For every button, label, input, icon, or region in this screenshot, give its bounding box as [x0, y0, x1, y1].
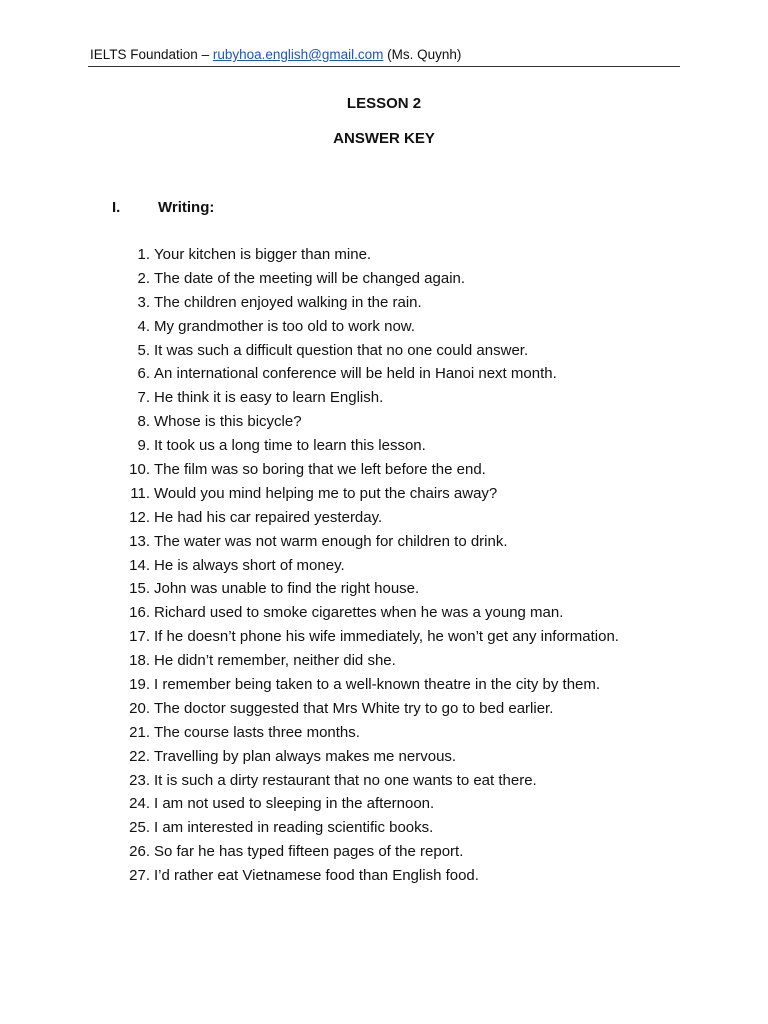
answer-text: Whose is this bicycle?	[154, 413, 302, 431]
answer-number: 21.	[129, 723, 150, 741]
answer-text: I am not used to sleeping in the afternoon.	[154, 795, 435, 813]
answer-text: John was unable to find the right house.	[154, 580, 420, 598]
list-item	[0, 746, 619, 770]
list-item	[0, 770, 619, 794]
answer-list	[0, 244, 619, 889]
answer-text: Your kitchen is bigger than mine.	[154, 246, 372, 263]
page-header	[90, 46, 680, 64]
answer-text: The date of the meeting will be changed again.	[154, 269, 466, 287]
answer-number: 10.	[129, 461, 150, 479]
list-item	[0, 268, 619, 292]
section-numeral: I.	[112, 199, 121, 216]
header-email-link[interactable]: rubyhoa.english@gmail.com	[212, 47, 384, 62]
answer-number: 15.	[129, 580, 150, 598]
answer-text: Travelling by plan always makes me nervous.	[154, 747, 457, 765]
answer-number: 23.	[129, 771, 150, 789]
list-item	[0, 650, 619, 674]
answer-text: It is such a dirty restaurant that no one wants to eat there.	[154, 771, 537, 789]
list-item	[0, 316, 619, 340]
answer-number: 11.	[130, 484, 150, 502]
list-item	[0, 626, 619, 650]
header-prefix: IELTS Foundation –	[90, 47, 213, 62]
list-item	[0, 244, 619, 268]
answer-text: I remember being taken to a well-known theatre in the city by them.	[154, 676, 601, 694]
list-item	[0, 531, 619, 555]
answer-number: 20.	[129, 699, 150, 717]
answer-text: I’d rather eat Vietnamese food than English food.	[154, 867, 479, 885]
answer-number: 2.	[137, 269, 150, 287]
answer-number: 19.	[129, 676, 150, 694]
answer-text: He think it is easy to learn English.	[154, 389, 384, 407]
answer-number: 24.	[129, 795, 150, 813]
list-item	[0, 411, 619, 435]
answer-text: The children enjoyed walking in the rain.	[154, 293, 422, 311]
answer-text: He is always short of money.	[154, 556, 345, 574]
answer-text: My grandmother is too old to work now.	[154, 317, 415, 335]
answer-number: 25.	[129, 819, 150, 837]
answer-text: I am interested in reading scientific books.	[154, 819, 434, 837]
answer-text: So far he has typed fifteen pages of the report.	[154, 843, 464, 861]
answer-number: 5.	[137, 341, 150, 359]
answer-number: 13.	[129, 532, 150, 550]
list-item	[0, 674, 619, 698]
answer-number: 14.	[129, 556, 150, 574]
section-title: Writing:	[158, 199, 215, 216]
answer-number: 17.	[129, 628, 150, 646]
list-item	[0, 555, 619, 579]
lesson-title: LESSON 2	[346, 95, 422, 112]
answer-text: He didn’t remember, neither did she.	[154, 652, 396, 670]
list-item	[0, 507, 619, 531]
answer-text: Would you mind helping me to put the chairs away?	[154, 484, 498, 502]
answer-number: 3.	[137, 293, 150, 311]
answer-number: 16.	[129, 604, 150, 622]
list-item	[0, 841, 619, 865]
list-item	[0, 602, 619, 626]
list-item	[0, 722, 619, 746]
list-item	[0, 483, 619, 507]
list-item	[0, 865, 619, 889]
answer-text: It was such a difficult question that no one could answer.	[154, 341, 529, 359]
answer-text: The doctor suggested that Mrs White try to go to bed earlier.	[154, 699, 554, 717]
answer-number: 1.	[137, 246, 150, 263]
list-item	[0, 578, 619, 602]
header-suffix: (Ms. Quynh)	[383, 47, 462, 62]
answer-number: 18.	[129, 652, 150, 670]
list-item	[0, 292, 619, 316]
answer-text: It took us a long time to learn this lesson.	[154, 437, 426, 455]
answer-key-title: ANSWER KEY	[333, 130, 435, 147]
answer-number: 4.	[137, 317, 150, 335]
answer-number: 26.	[129, 843, 150, 861]
list-item	[0, 698, 619, 722]
list-item	[0, 435, 619, 459]
list-item	[0, 793, 619, 817]
answer-number: 9.	[137, 437, 150, 455]
list-item	[0, 387, 619, 411]
answer-number: 27.	[129, 867, 150, 885]
answer-number: 7.	[137, 389, 150, 407]
answer-text: The water was not warm enough for children to drink.	[154, 532, 508, 550]
answer-number: 12.	[129, 508, 150, 526]
section-heading	[112, 198, 214, 218]
answer-text: If he doesn’t phone his wife immediately, he won’t get any information.	[154, 628, 619, 646]
answer-text: The course lasts three months.	[154, 723, 360, 741]
answer-number: 22.	[129, 747, 150, 765]
list-item	[0, 817, 619, 841]
list-item	[0, 363, 619, 387]
list-item	[0, 459, 619, 483]
header-divider	[88, 66, 680, 67]
answer-text: An international conference will be held in Hanoi next month.	[154, 365, 557, 383]
list-item	[0, 340, 619, 364]
answer-number: 8.	[137, 413, 150, 431]
answer-text: The film was so boring that we left before the end.	[154, 461, 486, 479]
answer-text: He had his car repaired yesterday.	[154, 508, 383, 526]
answer-text: Richard used to smoke cigarettes when he was a young man.	[154, 604, 564, 622]
answer-number: 6.	[137, 365, 150, 383]
